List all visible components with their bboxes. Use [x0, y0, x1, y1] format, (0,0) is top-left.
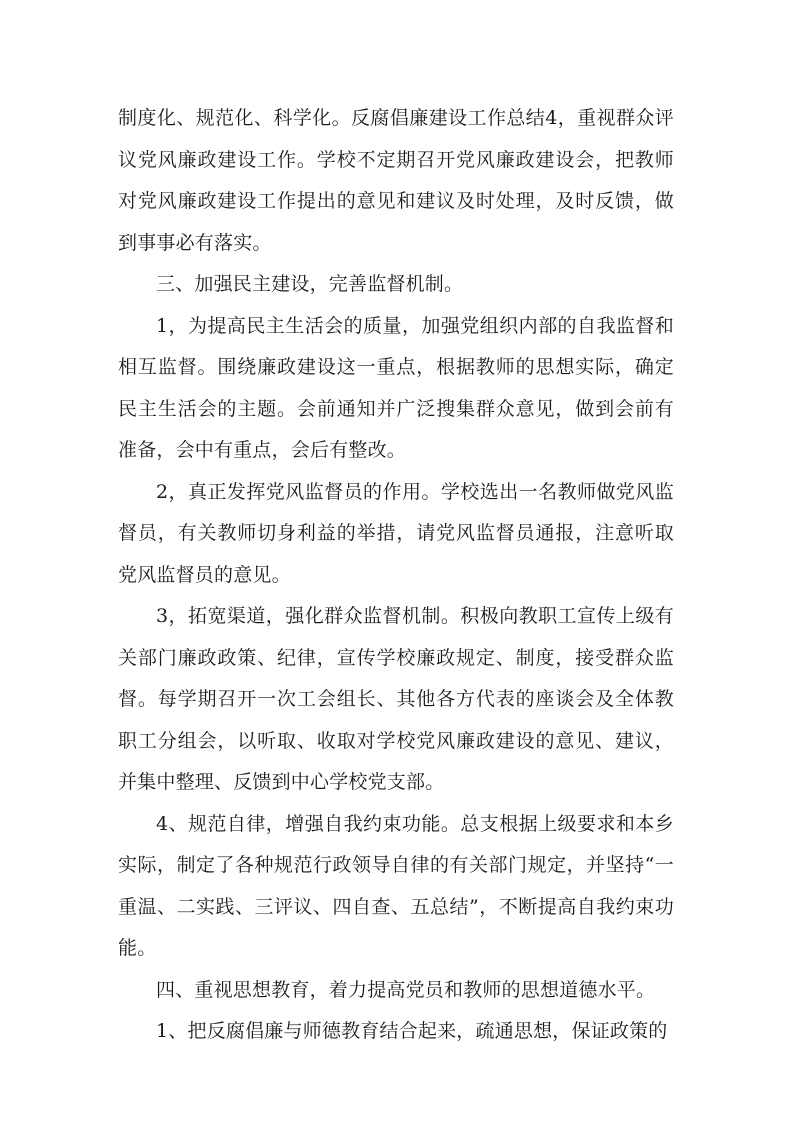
section-heading-three: 三、加强民主建设，完善监督机制。 [156, 273, 464, 295]
paragraph-item-4: 4、规范自律，增强自我约束功能。总支根据上级要求和本乡实际，制定了各种规范行政领导自律的有关部门规定，并坚持“一重温、二实践、三评议、四自查、五总结”，不断提高自我约束功能。 [118, 812, 674, 959]
document-body [118, 98, 674, 1053]
paragraph-item-1: 1，为提高民主生活会的质量，加强党组织内部的自我监督和相互监督。围绕廉政建设这一重点，根据教师的思想实际，确定民主生活会的主题。会前通知并广泛搜集群众意见，做到会前有准备，会中有重点，会后有整改。 [118, 314, 674, 461]
section-heading-four: 四、重视思想教育，着力提高党员和教师的思想道德水平。 [156, 978, 656, 1001]
paragraph-item-2: 2，真正发挥党风监督员的作用。学校选出一名教师做党风监督员，有关教师切身利益的举措，请党风监督员通报，注意听取党风监督员的意见。 [118, 480, 674, 586]
paragraph-item-1-section-four: 1、把反腐倡廉与师德教育结合起来，疏通思想，保证政策的 [156, 1020, 668, 1042]
paragraph-continuation: 制度化、规范化、科学化。反腐倡廉建设工作总结4，重视群众评议党风廉政建设工作。学校不定期召开党风廉政建设会，把教师对党风廉政建设工作提出的意见和建议及时处理，及时反馈，做到事事必有落实。 [118, 107, 674, 254]
paragraph-item-3: 3，拓宽渠道，强化群众监督机制。积极向教职工宣传上级有关部门廉政政策、纪律，宣传学校廉政规定、制度，接受群众监督。每学期召开一次工会组长、其他各方代表的座谈会及全体教职工分组会，以听取、收取对学校党风廉政建设的意见、建议，并集中整理、反馈到中心学校党支部。 [118, 605, 674, 793]
